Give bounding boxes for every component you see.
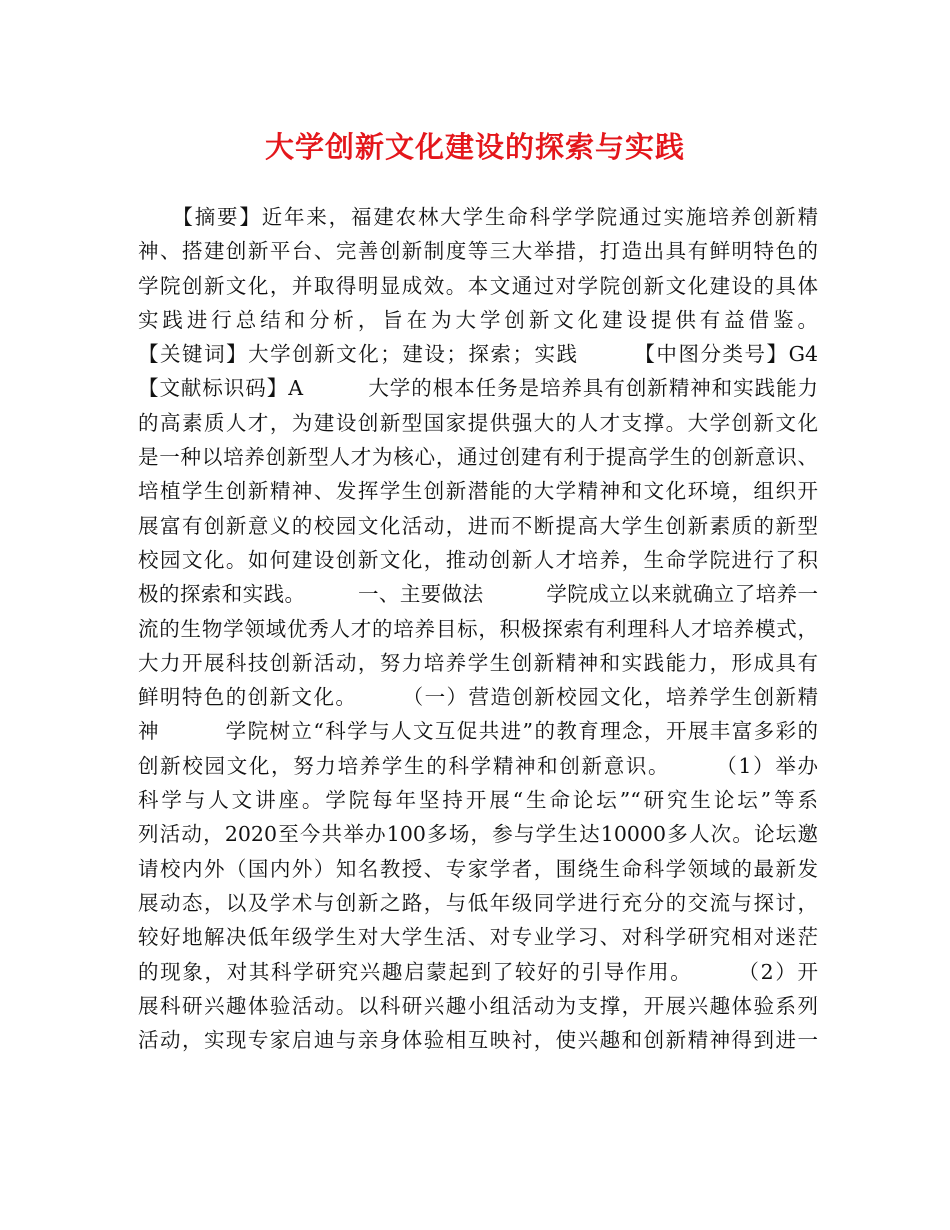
- text-line: 较好地解决低年级学生对大学生活、对专业学习、对科学研究相对迷茫: [138, 925, 818, 950]
- text-line: 学院创新文化，并取得明显成效。本文通过对学院创新文化建设的具体: [138, 273, 818, 298]
- text-line: 极的探索和实践。 一、主要做法 学院成立以来就确立了培养一: [138, 582, 818, 607]
- text-line: 实践进行总结和分析，旨在为大学创新文化建设提供有益借鉴。: [138, 307, 818, 332]
- text-line: 鲜明特色的创新文化。 （一）营造创新校园文化，培养学生创新精: [138, 685, 818, 710]
- text-line: 【关键词】大学创新文化；建设；探索；实践 【中图分类号】G4: [138, 342, 818, 367]
- text-line: 神、搭建创新平台、完善创新制度等三大举措，打造出具有鲜明特色的: [138, 239, 818, 264]
- text-line: 列活动，2020至今共举办100多场，参与学生达10000多人次。论坛邀: [138, 822, 818, 847]
- text-line: 神 学院树立“科学与人文互促共进”的教育理念，开展丰富多彩的: [138, 719, 818, 744]
- text-line: 的高素质人才，为建设创新型国家提供强大的人才支撑。大学创新文化: [138, 410, 818, 435]
- text-line: 展科研兴趣体验活动。以科研兴趣小组活动为支撑，开展兴趣体验系列: [138, 993, 818, 1018]
- text-line: 【文献标识码】A 大学的根本任务是培养具有创新精神和实践能力: [138, 376, 818, 401]
- text-line: 创新校园文化，努力培养学生的科学精神和创新意识。 （1）举办: [138, 753, 818, 778]
- text-line: 展动态，以及学术与创新之路，与低年级同学进行充分的交流与探讨，: [138, 890, 818, 915]
- text-line: 请校内外（国内外）知名教授、专家学者，围绕生命科学领域的最新发: [138, 856, 818, 881]
- document-body: [138, 200, 818, 1057]
- text-line: 【摘要】近年来，福建农林大学生命科学学院通过实施培养创新精: [138, 205, 818, 229]
- text-line: 校园文化。如何建设创新文化，推动创新人才培养，生命学院进行了积: [138, 547, 818, 572]
- text-line: 流的生物学领域优秀人才的培养目标，积极探索有利理科人才培养模式，: [138, 616, 818, 641]
- text-line: 大力开展科技创新活动，努力培养学生创新精神和实践能力，形成具有: [138, 650, 818, 675]
- text-line: 展富有创新意义的校园文化活动，进而不断提高大学生创新素质的新型: [138, 513, 818, 538]
- text-line: 活动，实现专家启迪与亲身体验相互映衬，使兴趣和创新精神得到进一: [138, 1028, 818, 1053]
- text-line: 培植学生创新精神、发挥学生创新潜能的大学精神和文化环境，组织开: [138, 479, 818, 504]
- document-title: 大学创新文化建设的探索与实践: [264, 130, 685, 164]
- text-line: 的现象，对其科学研究兴趣启蒙起到了较好的引导作用。 （2）开: [138, 959, 818, 984]
- text-line: 是一种以培养创新型人才为核心，通过创建有利于提高学生的创新意识、: [138, 445, 818, 470]
- text-line: 科学与人文讲座。学院每年坚持开展“生命论坛”“研究生论坛”等系: [138, 788, 818, 813]
